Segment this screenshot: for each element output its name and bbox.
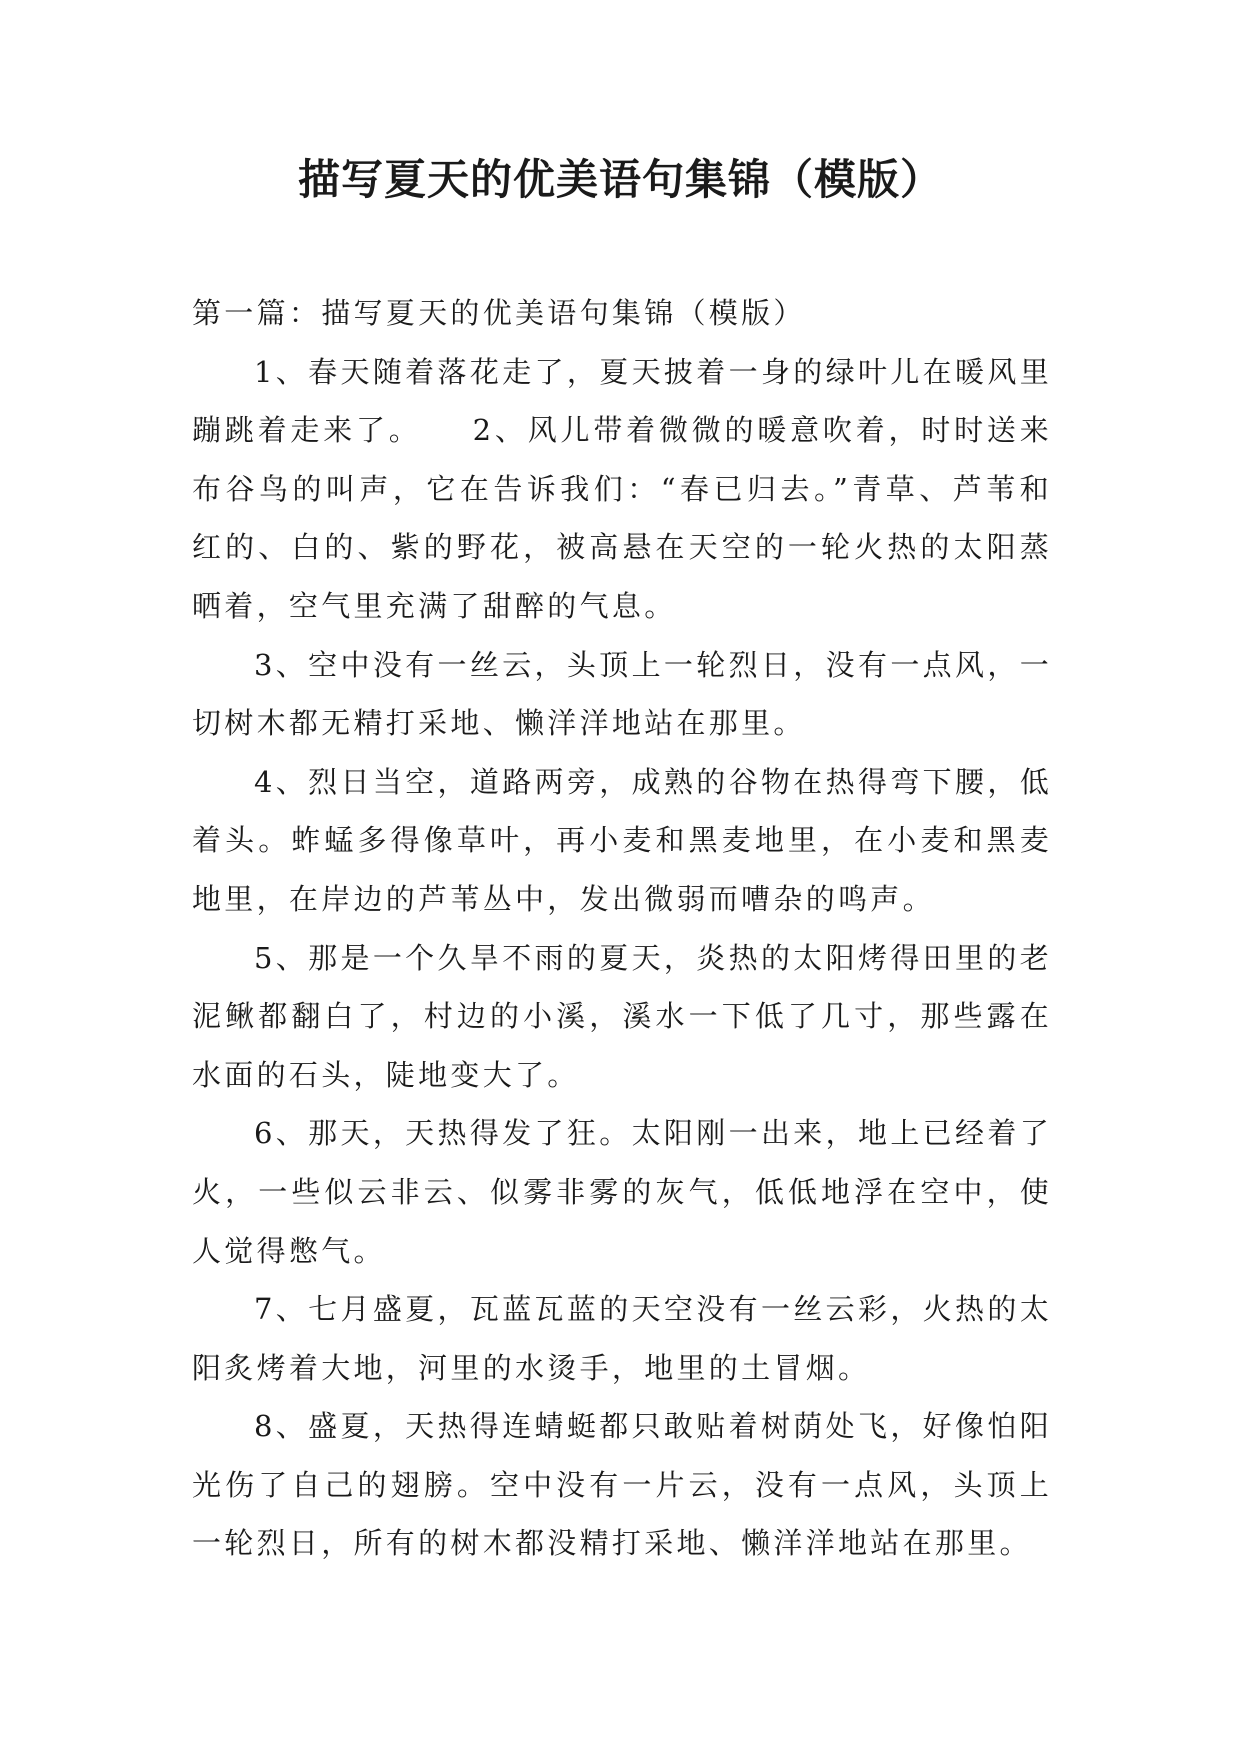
paragraph: 4、烈日当空，道路两旁，成熟的谷物在热得弯下腰，低着头。蚱蜢多得像草叶，再小麦和黑麦地里，在小麦和黑麦地里，在岸边的芦苇丛中，发出微弱而嘈杂的鸣声。 [192, 764, 1052, 916]
paragraph: 6、那天，天热得发了狂。太阳刚一出来，地上已经着了火，一些似云非云、似雾非雾的灰气，低低地浮在空中，使人觉得憋气。 [192, 1116, 1052, 1268]
document-title: 描写夏天的优美语句集锦（模版） [297, 155, 943, 204]
paragraph: 7、七月盛夏，瓦蓝瓦蓝的天空没有一丝云彩，火热的太阳炙烤着大地，河里的水烫手，地里的土冒烟。 [192, 1292, 1052, 1385]
paragraph: 3、空中没有一丝云，头顶上一轮烈日，没有一点风，一切树木都无精打采地、懒洋洋地站在那里。 [192, 647, 1052, 741]
paragraph: 1、春天随着落花走了，夏天披着一身的绿叶儿在暖风里蹦跳着走来了。 2、风儿带着微微的暖意吹着，时时送来布谷鸟的叫声，它在告诉我们：“春已归去。”青草、芦苇和红的、白的、紫的野花，被高悬在天空的一轮火热的太阳蒸晒着，空气里充满了甜醉的气息。 [192, 354, 1052, 623]
paragraph: 8、盛夏，天热得连蜻蜓都只敢贴着树荫处飞，好像怕阳光伤了自己的翅膀。空中没有一片云，没有一点风，头顶上一轮烈日，所有的树木都没精打采地、懒洋洋地站在那里。 [192, 1409, 1052, 1561]
document-body [192, 284, 1052, 1573]
section-heading: 第一篇：描写夏天的优美语句集锦（模版） [192, 296, 806, 330]
paragraph: 5、那是一个久旱不雨的夏天，炎热的太阳烤得田里的老泥鳅都翻白了，村边的小溪，溪水一下低了几寸，那些露在水面的石头，陡地变大了。 [192, 940, 1052, 1092]
